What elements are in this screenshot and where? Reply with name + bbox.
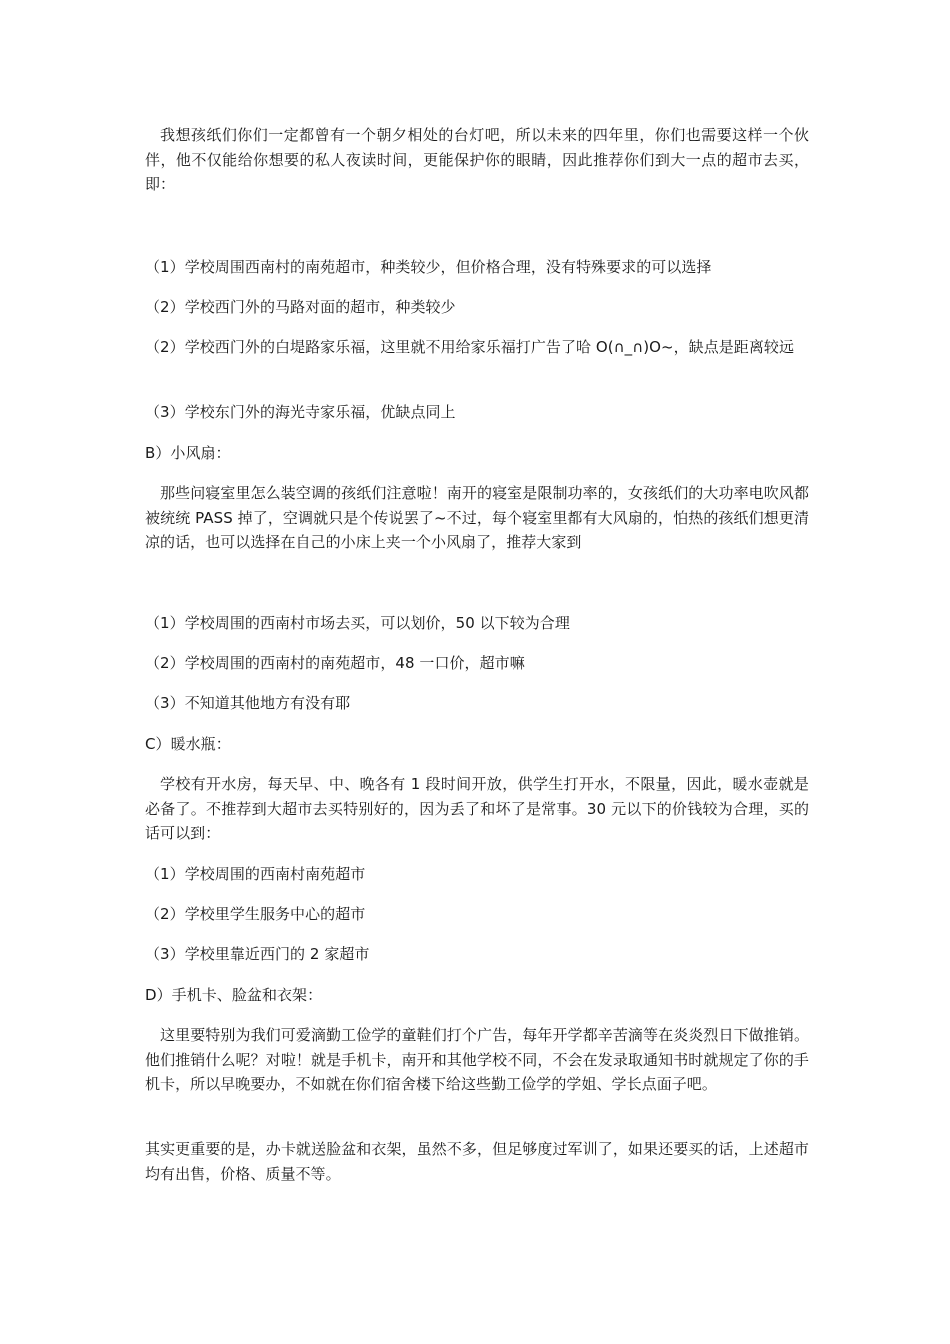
- section-heading-fan: B）小风扇：: [145, 444, 231, 462]
- lamp-option-1: （1）学校周围西南村的南苑超市，种类较少，但价格合理，没有特殊要求的可以选择: [145, 258, 712, 276]
- thermos-option-2: （2）学校里学生服务中心的超市: [145, 905, 366, 923]
- thermos-option-1: （1）学校周围的西南村南苑超市: [145, 865, 366, 883]
- fan-option-3: （3）不知道其他地方有没有耶: [145, 694, 351, 712]
- sim-card-paragraph: 这里要特别为我们可爱滴勤工俭学的童鞋们打个广告，每年开学都辛苦滴等在炎炎烈日下做推销。他们推销什么呢？对啦！就是手机卡，南开和其他学校不同，不会在发录取通知书时就规定了你的手机卡，所以早晚要办，不如就在你们宿舍楼下给这些勤工俭学的学姐、学长点面子吧。: [145, 1026, 809, 1093]
- section-heading-sim-basin-hangers: D）手机卡、脸盆和衣架：: [145, 986, 323, 1004]
- thermos-paragraph: 学校有开水房，每天早、中、晚各有 1 段时间开放，供学生打开水，不限量，因此，暖水壶就是必备了。不推荐到大超市去买特别好的，因为丢了和坏了是常事。30 元以下的价钱较为合理，买的话可以到：: [145, 775, 809, 842]
- section-heading-thermos: C）暖水瓶：: [145, 735, 231, 753]
- intro-lamp-paragraph: 我想孩纸们你们一定都曾有一个朝夕相处的台灯吧，所以未来的四年里，你们也需要这样一个伙伴，他不仅能给你想要的私人夜读时间，更能保护你的眼睛，因此推荐你们到大一点的超市去买，即：: [145, 126, 809, 193]
- fan-option-1: （1）学校周围的西南村市场去买，可以划价，50 以下较为合理: [145, 614, 570, 632]
- fan-paragraph: 那些问寝室里怎么装空调的孩纸们注意啦！南开的寝室是限制功率的，女孩纸们的大功率电吹风都被统统 PASS 掉了，空调就只是个传说罢了~不过，每个寝室里都有大风扇的，怕热的孩纸们想更清凉的话，也可以选择在自己的小床上夹一个小风扇了，推荐大家到: [145, 484, 809, 551]
- fan-option-2: （2）学校周围的西南村的南苑超市，48 一口价，超市嘛: [145, 654, 525, 672]
- closing-paragraph: 其实更重要的是，办卡就送脸盆和衣架，虽然不多，但足够度过军训了，如果还要买的话，上述超市均有出售，价格、质量不等。: [145, 1140, 809, 1183]
- lamp-option-2: （2）学校西门外的马路对面的超市，种类较少: [145, 298, 456, 316]
- lamp-option-2b: （2）学校西门外的白堤路家乐福，这里就不用给家乐福打广告了哈 O(∩_∩)O~，缺点是距离较远: [145, 338, 795, 356]
- lamp-option-3: （3）学校东门外的海光寺家乐福，优缺点同上: [145, 403, 456, 421]
- thermos-option-3: （3）学校里靠近西门的 2 家超市: [145, 945, 370, 963]
